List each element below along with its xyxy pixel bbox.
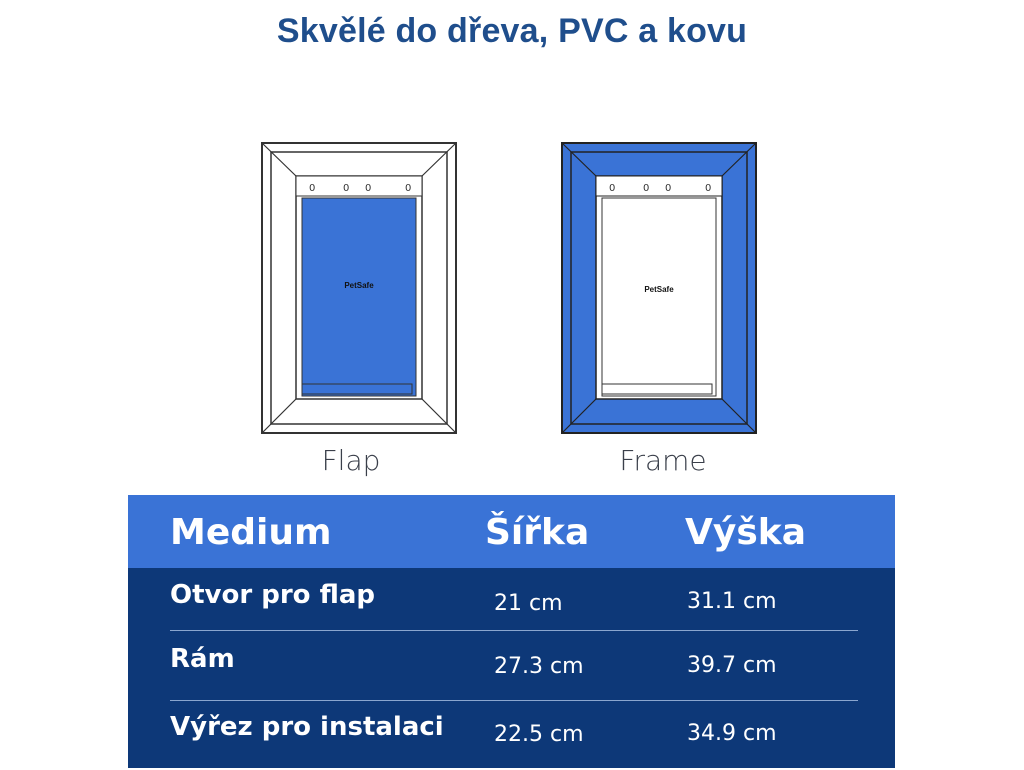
table-row bbox=[128, 642, 895, 702]
page-title: Skvělé do dřeva, PVC a kovu bbox=[276, 12, 748, 50]
row-width: 21 cm bbox=[494, 591, 563, 616]
row-height: 34.9 cm bbox=[687, 721, 777, 746]
row-height: 31.1 cm bbox=[687, 589, 777, 614]
frame-caption: Frame bbox=[619, 444, 707, 477]
table-header bbox=[128, 495, 895, 568]
row-width: 27.3 cm bbox=[494, 654, 584, 679]
flap-brand-label: PetSafe bbox=[344, 281, 374, 290]
frame-brand-label: PetSafe bbox=[644, 285, 674, 294]
frame-diagram bbox=[561, 142, 757, 434]
header-width: Šířka bbox=[485, 512, 590, 553]
svg-text:0: 0 bbox=[665, 183, 672, 194]
svg-text:0: 0 bbox=[643, 183, 650, 194]
svg-text:0: 0 bbox=[705, 183, 712, 194]
row-label: Rám bbox=[170, 644, 235, 674]
dimensions-table bbox=[128, 495, 895, 768]
row-divider bbox=[170, 700, 858, 701]
svg-text:0: 0 bbox=[343, 183, 350, 194]
row-label: Otvor pro flap bbox=[170, 580, 375, 610]
svg-text:0: 0 bbox=[309, 183, 316, 194]
flap-caption: Flap bbox=[321, 444, 381, 477]
header-size: Medium bbox=[170, 512, 332, 553]
header-height: Výška bbox=[685, 512, 806, 553]
table-row bbox=[128, 577, 895, 637]
svg-text:0: 0 bbox=[365, 183, 372, 194]
row-width: 22.5 cm bbox=[494, 722, 584, 747]
row-label: Výřez pro instalaci bbox=[170, 712, 444, 742]
row-height: 39.7 cm bbox=[687, 653, 777, 678]
row-divider bbox=[170, 630, 858, 631]
svg-text:0: 0 bbox=[609, 183, 616, 194]
table-row bbox=[128, 710, 895, 770]
flap-diagram bbox=[261, 142, 457, 434]
svg-text:0: 0 bbox=[405, 183, 412, 194]
